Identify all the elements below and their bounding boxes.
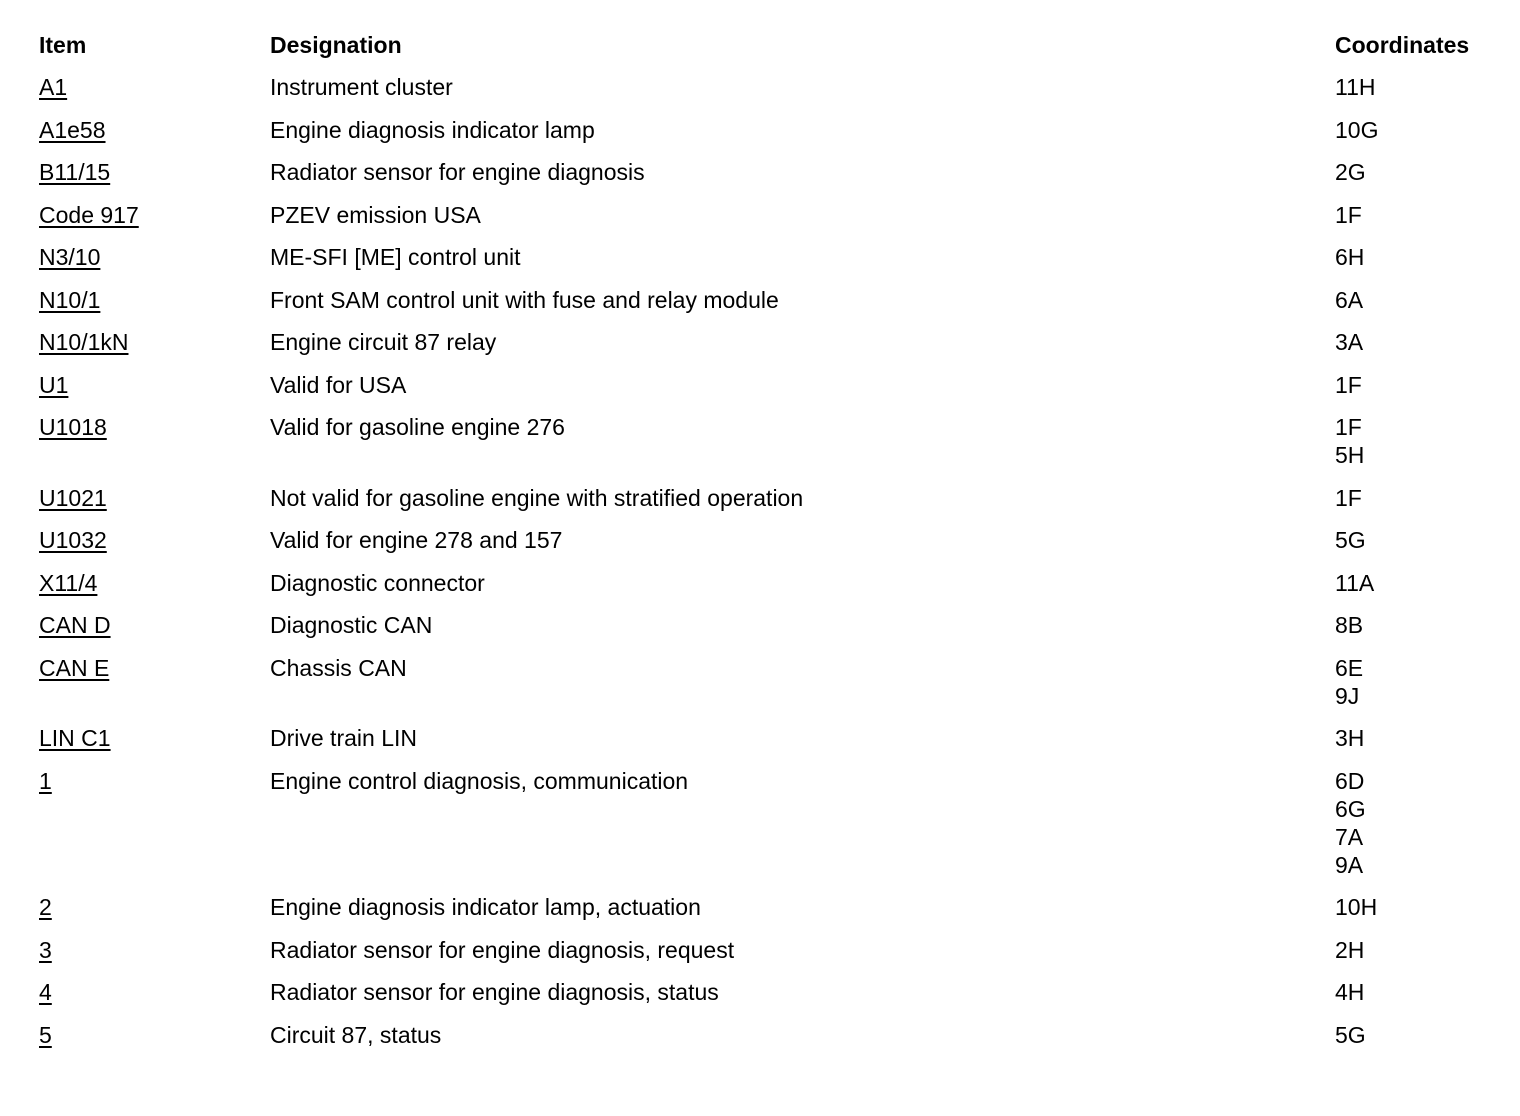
coordinate-value: 3A (1335, 329, 1364, 355)
table-row (39, 724, 1499, 767)
item-cell (39, 286, 270, 329)
item-link[interactable]: 4 (39, 979, 52, 1005)
coordinate-value: 6D (1335, 767, 1365, 794)
designation-cell: Valid for USA (270, 371, 407, 398)
designation-cell: PZEV emission USA (270, 201, 481, 228)
coordinate-value: 10H (1335, 894, 1378, 920)
item-cell (39, 484, 270, 527)
coordinates-cell (1335, 654, 1499, 725)
coordinate-value: 9J (1335, 682, 1360, 709)
item-cell (39, 978, 270, 1021)
coordinate-value: 7A (1335, 823, 1364, 850)
item-cell (39, 328, 270, 371)
table-row (39, 286, 1499, 329)
item-link[interactable]: A1e58 (39, 116, 106, 143)
coordinates-cell (1335, 526, 1499, 569)
designation-cell: Radiator sensor for engine diagnosis, request (270, 936, 735, 963)
item-link[interactable]: 5 (39, 1021, 52, 1048)
item-link[interactable]: 1 (39, 767, 52, 794)
coordinates-cell (1335, 201, 1499, 244)
coordinates-cell (1335, 724, 1499, 767)
coordinate-value: 1F (1335, 414, 1362, 440)
coordinates-cell (1335, 484, 1499, 527)
item-link[interactable]: N10/1kN (39, 329, 129, 355)
coordinates-cell (1335, 286, 1499, 329)
table-row (39, 201, 1499, 244)
item-cell (39, 569, 270, 612)
coordinates-cell (1335, 978, 1499, 1021)
coordinates-cell (1335, 1021, 1499, 1064)
table-row (39, 73, 1499, 116)
table-row (39, 569, 1499, 612)
table-row (39, 654, 1499, 725)
coordinates-cell (1335, 413, 1499, 484)
coordinate-value: 11A (1335, 569, 1375, 596)
item-link[interactable]: CAN E (39, 654, 110, 681)
item-cell (39, 413, 270, 484)
coordinate-value: 5G (1335, 1021, 1366, 1048)
legend-table (39, 31, 1499, 1063)
table-row (39, 116, 1499, 159)
coordinate-value: 10G (1335, 116, 1379, 143)
coordinate-value: 2H (1335, 936, 1365, 963)
item-link[interactable]: CAN D (39, 612, 111, 638)
table-row (39, 893, 1499, 936)
table-row (39, 484, 1499, 527)
header-designation: Designation (270, 32, 402, 58)
coordinate-value: 1F (1335, 371, 1362, 398)
coordinate-value: 6H (1335, 244, 1365, 270)
coordinate-value: 1F (1335, 201, 1362, 228)
coordinates-cell (1335, 328, 1499, 371)
table-row (39, 243, 1499, 286)
designation-cell: Engine diagnosis indicator lamp, actuation (270, 894, 701, 920)
designation-cell: Instrument cluster (270, 74, 453, 100)
designation-cell: Valid for engine 278 and 157 (270, 527, 563, 553)
designation-cell: Not valid for gasoline engine with stratified operation (270, 484, 804, 511)
coordinates-cell (1335, 243, 1499, 286)
designation-cell: Valid for gasoline engine 276 (270, 414, 565, 440)
designation-cell: Engine diagnosis indicator lamp (270, 116, 595, 143)
item-link[interactable]: Code 917 (39, 201, 139, 228)
coordinate-value: 5G (1335, 527, 1366, 553)
coordinates-cell (1335, 158, 1499, 201)
table-row (39, 978, 1499, 1021)
table-row (39, 767, 1499, 894)
table-row (39, 328, 1499, 371)
item-link[interactable]: LIN C1 (39, 725, 111, 751)
designation-cell: Diagnostic connector (270, 569, 485, 596)
coordinates-cell (1335, 116, 1499, 159)
item-cell (39, 893, 270, 936)
table-row (39, 413, 1499, 484)
designation-cell: Engine control diagnosis, communication (270, 767, 689, 794)
coordinate-value: 2G (1335, 159, 1366, 185)
coordinate-value: 9A (1335, 851, 1364, 878)
table-row (39, 526, 1499, 569)
item-link[interactable]: 2 (39, 894, 52, 920)
item-cell (39, 371, 270, 414)
coordinates-cell (1335, 73, 1499, 116)
item-link[interactable]: N10/1 (39, 286, 101, 313)
designation-cell: Chassis CAN (270, 654, 407, 681)
item-cell (39, 654, 270, 725)
item-cell (39, 936, 270, 979)
item-cell (39, 767, 270, 894)
coordinate-value: 5H (1335, 442, 1365, 468)
designation-cell: Circuit 87, status (270, 1021, 442, 1048)
designation-cell: Diagnostic CAN (270, 612, 433, 638)
legend-body (39, 73, 1499, 1063)
item-link[interactable]: U1 (39, 371, 69, 398)
coordinate-value: 1F (1335, 484, 1362, 511)
item-cell (39, 1021, 270, 1064)
item-link[interactable]: N3/10 (39, 244, 101, 270)
coordinates-cell (1335, 767, 1499, 894)
designation-cell: ME-SFI [ME] control unit (270, 244, 521, 270)
coordinate-value: 11H (1335, 74, 1376, 100)
item-cell (39, 724, 270, 767)
coordinate-value: 8B (1335, 612, 1364, 638)
item-cell (39, 611, 270, 654)
item-link[interactable]: U1018 (39, 414, 107, 440)
table-row (39, 611, 1499, 654)
coordinate-value: 4H (1335, 979, 1365, 1005)
coordinates-cell (1335, 611, 1499, 654)
item-link[interactable]: X11/4 (39, 569, 98, 596)
item-cell (39, 526, 270, 569)
coordinates-cell (1335, 371, 1499, 414)
table-row (39, 158, 1499, 201)
coordinate-value: 6A (1335, 286, 1364, 313)
header-item: Item (39, 32, 87, 58)
item-link[interactable]: B11/15 (39, 159, 111, 185)
designation-cell: Engine circuit 87 relay (270, 329, 497, 355)
designation-cell: Radiator sensor for engine diagnosis, status (270, 979, 719, 1005)
item-cell (39, 243, 270, 286)
designation-cell: Drive train LIN (270, 725, 417, 751)
designation-cell: Front SAM control unit with fuse and relay module (270, 286, 779, 313)
item-link[interactable]: A1 (39, 74, 68, 100)
item-cell (39, 116, 270, 159)
coordinates-cell (1335, 893, 1499, 936)
designation-cell: Radiator sensor for engine diagnosis (270, 159, 645, 185)
item-cell (39, 73, 270, 116)
header-coordinates: Coordinates (1335, 32, 1470, 58)
coordinates-cell (1335, 936, 1499, 979)
item-link[interactable]: 3 (39, 936, 52, 963)
coordinates-cell (1335, 569, 1499, 612)
table-row (39, 1021, 1499, 1064)
header-row (39, 31, 1499, 73)
table-row (39, 371, 1499, 414)
item-cell (39, 201, 270, 244)
coordinate-value: 6G (1335, 795, 1366, 822)
coordinate-value: 3H (1335, 725, 1365, 751)
item-cell (39, 158, 270, 201)
table-row (39, 936, 1499, 979)
item-link[interactable]: U1032 (39, 527, 107, 553)
coordinate-value: 6E (1335, 654, 1364, 681)
item-link[interactable]: U1021 (39, 484, 107, 511)
